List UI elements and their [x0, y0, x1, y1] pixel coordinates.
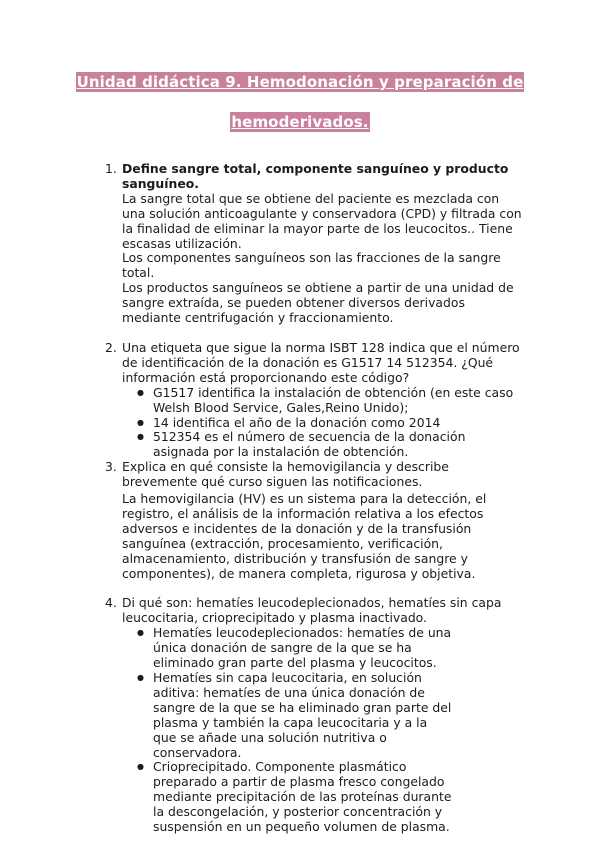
- question-text: Explica en qué consiste la hemovigilancia y describe brevemente qué curso siguen las notificaciones.: [122, 459, 449, 490]
- bullet-list: [122, 386, 525, 461]
- question-3: [105, 460, 525, 581]
- list-item: ● Crioprecipitado. Componente plasmático preparado a partir de plasma fresco congelado mediante precipitación de las proteínas durante la descongelación, y posterior concentración y suspensión en un pequeño volumen de plasma.: [122, 760, 452, 835]
- page-title-line-2: [0, 113, 600, 131]
- list-item: ● 512354 es el número de secuencia de la donación asignada por la instalación de obtención.: [122, 430, 525, 460]
- answer-paragraph: Los componentes sanguíneos son las fracciones de la sangre total.: [122, 250, 501, 281]
- question-2: [105, 341, 525, 460]
- page-title-line-1: [0, 73, 600, 91]
- question-number: 1.: [105, 161, 117, 176]
- question-number: 3.: [105, 459, 117, 475]
- question-text: Define sangre total, componente sanguíneo y producto sanguíneo.: [122, 161, 509, 191]
- question-4: [105, 596, 525, 835]
- question-text: Una etiqueta que sigue la norma ISBT 128 indica que el número de identificación de la donación es G1517 14 512354. ¿Qué información está proporcionando este código?: [122, 339, 520, 385]
- question-number: 4.: [105, 595, 117, 611]
- list-item: ● 14 identifica el año de la donación como 2014: [122, 416, 525, 431]
- answer-paragraph: La sangre total que se obtiene del paciente es mezclada con una solución anticoagulante y conservadora (CPD) y filtrada con la finalidad de eliminar la mayor parte de los leucocitos.. Tiene escasas utilización.: [122, 190, 522, 251]
- list-item: ● Hematíes sin capa leucocitaria, en solución aditiva: hematíes de una única donación de sangre de la que se ha eliminado gran parte del plasma y también la capa leucocitaria y a la que se añade una solución nutritiva o conservadora.: [122, 671, 452, 760]
- title-text-2: hemoderivados.: [231, 113, 369, 131]
- list-item: ● G1517 identifica la instalación de obtención (en este caso Welsh Blood Service, Gales,Reino Unido);: [122, 386, 525, 416]
- title-text-1: Unidad didáctica 9. Hemodonación y preparación de: [76, 73, 524, 91]
- question-text: Di qué son: hematíes leucodeplecionados, hematíes sin capa leucocitaria, crioprecipitado y plasma inactivado.: [122, 595, 502, 626]
- answer-paragraph: La hemovigilancia (HV) es un sistema para la detección, el registro, el análisis de la información relativa a los efectos adversos e incidentes de la donación y de la transfusión sanguínea (extracción, procesamiento, verificación, almacenamiento, distribución y transfusión de sangre y componentes), de manera completa, rigurosa y objetiva.: [122, 491, 487, 581]
- question-number: 2.: [105, 339, 117, 355]
- question-1: [105, 162, 525, 326]
- document-body: [105, 162, 525, 835]
- list-item: ● Hematíes leucodeplecionados: hematíes de una única donación de sangre de la que se ha eliminado gran parte del plasma y leucocitos.: [122, 626, 452, 671]
- bullet-list: [122, 626, 452, 835]
- answer-paragraph: Los productos sanguíneos se obtiene a partir de una unidad de sangre extraída, se pueden obtener diversos derivados mediante centrifugación y fraccionamiento.: [122, 280, 514, 326]
